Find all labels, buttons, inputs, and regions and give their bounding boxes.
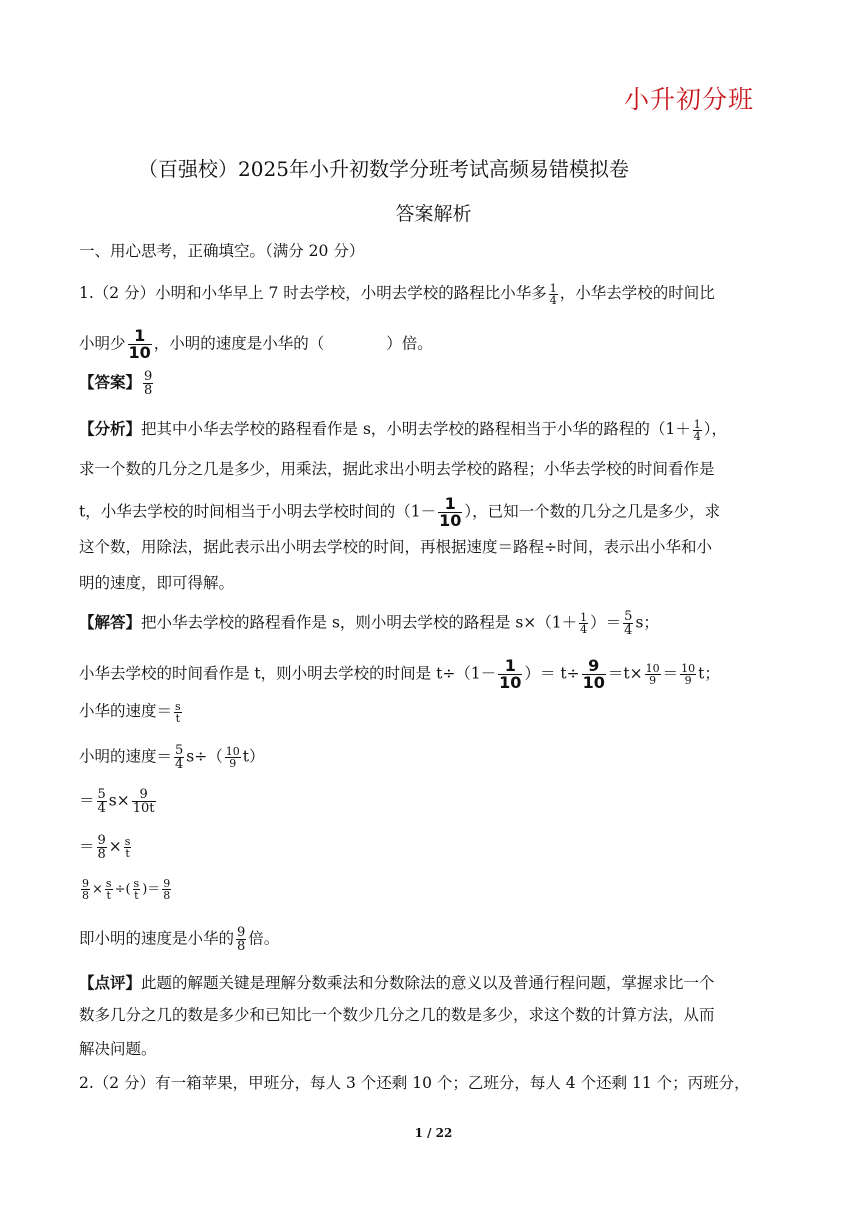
analysis-line2: 求一个数的几分之几是多少，用乘法，据此求出小明去学校的路程；小华去学校的时间看作是 [79,460,715,478]
comment-line2: 数多几分之几的数是多少和已知比一个数少几分之几的数是多少，求这个数的计算方法，从而 [79,1006,715,1024]
solve-line4: 小明的速度＝ $\frac{5}{4}$ s÷（ $\frac{10}{9}$ t） [79,743,265,772]
solve-line6: ＝ $\frac{9}{8}$ × $\frac{s}{t}$ [79,833,131,862]
q1-line1: 1.（2 分）小明和小华早上 7 时去学校，小明去学校的路程比小华多 $\frac{1}{4}$ ，小华去学校的时间比 [79,281,715,307]
analysis-line5: 明的速度，即可得解。 [79,574,235,592]
frac-1-10: $\frac{1}{10}$ [128,326,151,362]
doc-title: （百强校）2025年小升初数学分班考试高频易错模拟卷 [138,157,629,181]
page-number: 1 / 22 [414,1126,453,1140]
frac-1-4: $\frac{1}{4}$ [549,281,557,307]
q1-line2: 小明少 $\frac{1}{10}$ ，小明的速度是小华的（ ）倍。 [79,326,433,362]
solve-line7: $\frac{9}{8}$ × $\frac{s}{t}$ ÷( $\frac{s}{t}$ )＝ $\frac{9}{8}$ [82,877,171,902]
solve-line5: ＝ $\frac{5}{4}$ s× $\frac{9}{10t}$ [79,787,155,816]
doc-subtitle: 答案解析 [395,203,472,225]
analysis-line4: 这个数，用除法，据此表示出小明去学校的时间，再根据速度＝路程÷时间，表示出小华和小 [79,538,712,556]
frac-9-8: $\frac{9}{8}$ [144,369,153,398]
solve-line2: 小华去学校的时间看作是 t，则小明去学校的时间是 t÷（1－ $\frac{1}{10}$ ）＝ t÷ $\frac{9}{10}$ ＝t× $\frac{10}{9}$ ＝ $\frac{10}{9}$ t； [79,656,720,692]
q2-line1: 2.（2 分）有一箱苹果，甲班分，每人 3 个还剩 10 个；乙班分，每人 4 个还剩 11 个；丙班分， [79,1074,750,1092]
analysis-line1: 【分析】把其中小华去学校的路程看作是 s，小明去学校的路程相当于小华的路程的（1＋ $\frac{1}{4}$ ）， [79,417,728,443]
answer-line: 【答案】 $\frac{9}{8}$ [79,369,153,398]
solve-line1: 【解答】把小华去学校的路程看作是 s，则小明去学校的路程是 s×（1＋ $\frac{1}{4}$ ）＝ $\frac{5}{4}$ s； [79,609,659,638]
solve-line8: 即小明的速度是小华的 $\frac{9}{8}$ 倍。 [79,925,280,954]
analysis-line3: t，小华去学校的时间相当于小明去学校时间的（1－ $\frac{1}{10}$ ），已知一个数的几分之几是多少，求 [79,494,721,530]
section-heading: 一、用心思考，正确填空。（满分 20 分） [79,242,365,260]
comment-line3: 解决问题。 [79,1040,157,1058]
corner-label: 小升初分班 [624,85,755,114]
comment-line1: 【点评】此题的解题关键是理解分数乘法和分数除法的意义以及普通行程问题，掌握求比一个 [79,973,715,992]
solve-line3: 小华的速度＝ $\frac{s}{t}$ [79,699,181,725]
